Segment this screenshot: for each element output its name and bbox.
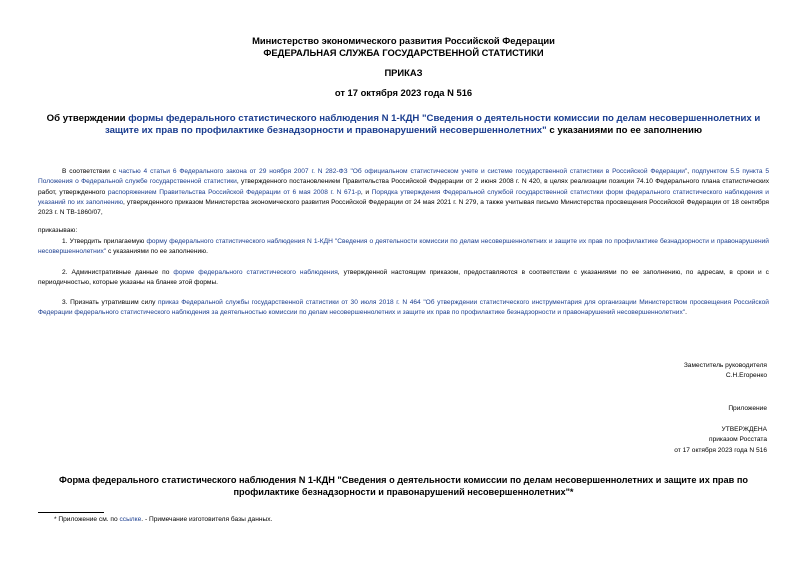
preamble-text: , и <box>360 188 372 196</box>
item-1-text: с указаниями по ее заполнению. <box>106 248 208 256</box>
item-2-text: 2. Административные данные по <box>62 269 174 276</box>
item-1-text: 1. Утвердить прилагаемую <box>62 238 147 245</box>
footnote-link[interactable]: ссылке <box>119 516 142 523</box>
decree-link[interactable]: распоряжением Правительства Российской Федерации от 6 мая 2008 г. N 671-р <box>107 188 361 196</box>
preamble-text: , <box>687 168 692 175</box>
procedure-link[interactable]: Порядка утверждения Федеральной службой государственной статистики форм федерального статистического наблюдения и указаний по их заполнению <box>38 188 769 206</box>
approved-label: УТВЕРЖДЕНА <box>721 426 767 433</box>
item-2-form-link[interactable]: форме федерального статистического наблюдения <box>173 269 338 276</box>
title-form-link[interactable]: формы федерального статистического наблюдения N 1-КДН "Сведения о деятельности комиссии по делам несовершеннолетних и защите их прав по профилактике безнадзорности и правонарушений несовершеннолетних" <box>104 113 761 136</box>
footnote-text: . - Примечание изготовителя базы данных. <box>141 516 273 523</box>
title-prefix: Об утверждении <box>46 113 129 124</box>
item-3-text: 3. Признать утратившим силу <box>62 299 159 306</box>
footnote <box>54 515 272 525</box>
doc-date-number: от 17 октября 2023 года N 516 <box>334 87 473 98</box>
order-title <box>38 113 769 137</box>
item-3-text: . <box>685 309 687 317</box>
preamble-paragraph <box>38 167 769 218</box>
doc-type: ПРИКАЗ <box>384 67 423 78</box>
form-title: Форма федерального статистического наблюдения N 1-КДН "Сведения о деятельности комиссии по делам несовершеннолетних и защите их прав по профилактике безнадзорности и правонарушений несовершеннолетних"* <box>58 475 749 497</box>
service-name: ФЕДЕРАЛЬНАЯ СЛУЖБА ГОСУДАРСТВЕННОЙ СТАТИСТИКИ <box>263 47 544 58</box>
item-3-order-link[interactable]: приказ Федеральной службы государственной статистики от 30 июля 2018 г. N 464 "Об утверждении статистического инструментария для организации Министерством просвещения Российской Федерации федерального статистического наблюдения за деятельностью комиссии по делам несовершеннолетних и защите их прав по профилактике безнадзорности и правонарушений несовершеннолетних" <box>38 299 769 317</box>
item-1 <box>38 237 769 258</box>
item-2-text: , утвержденной настоящим приказом, предоставляются в соответствии с указаниями по ее заполнению, по адресам, в сроки и с периодичностью, которые указаны на бланке этой формы. <box>38 269 769 287</box>
footnote-text: * Приложение см. по <box>54 516 120 523</box>
preamble-text: В соответствии с <box>62 168 119 175</box>
order-word: приказываю: <box>38 227 78 234</box>
law-link[interactable]: частью 4 статьи 6 Федерального закона от 29 ноября 2007 г. N 282-ФЗ "Об официальном статистическом учете и системе государственной статистики в Российской Федерации" <box>118 168 688 175</box>
preamble-text: , утвержденного постановлением Правительства Российской Федерации от 2 июня 2008 г. N 420, в целях реализации позиции 74.10 Федерального плана статистических работ, утвержденного <box>38 178 769 196</box>
title-suffix: с указаниями по ее заполнению <box>546 125 703 136</box>
signature-name: С.Н.Егоренко <box>725 372 767 379</box>
signature-position: Заместитель руководителя <box>683 362 767 369</box>
regulation-link[interactable]: подпунктом 5.5 пункта 5 Положения о Федеральной службе государственной статистики <box>38 168 770 186</box>
footnote-divider <box>38 512 104 513</box>
item-2 <box>38 268 769 289</box>
ministry-name: Министерство экономического развития Российской Федерации <box>252 35 555 46</box>
item-3 <box>38 298 769 319</box>
approved-date: от 17 октября 2023 года N 516 <box>674 447 767 454</box>
item-1-form-link[interactable]: форму федерального статистического наблюдения N 1-КДН "Сведения о деятельности комиссии по делам несовершеннолетних и защите их прав по профилактике безнадзорности и правонарушений несовершеннолетних" <box>38 238 769 256</box>
appendix-label: Приложение <box>728 405 767 412</box>
preamble-text: , утвержденного приказом Министерства экономического развития Российской Федерации от 24 мая 2021 г. N 279, а также учитывая письмо Министерства просвещения Российской Федерации от 18 сентября 2023 г. N ТВ-1860/07, <box>38 198 769 217</box>
approved-by: приказом Росстата <box>709 436 767 443</box>
